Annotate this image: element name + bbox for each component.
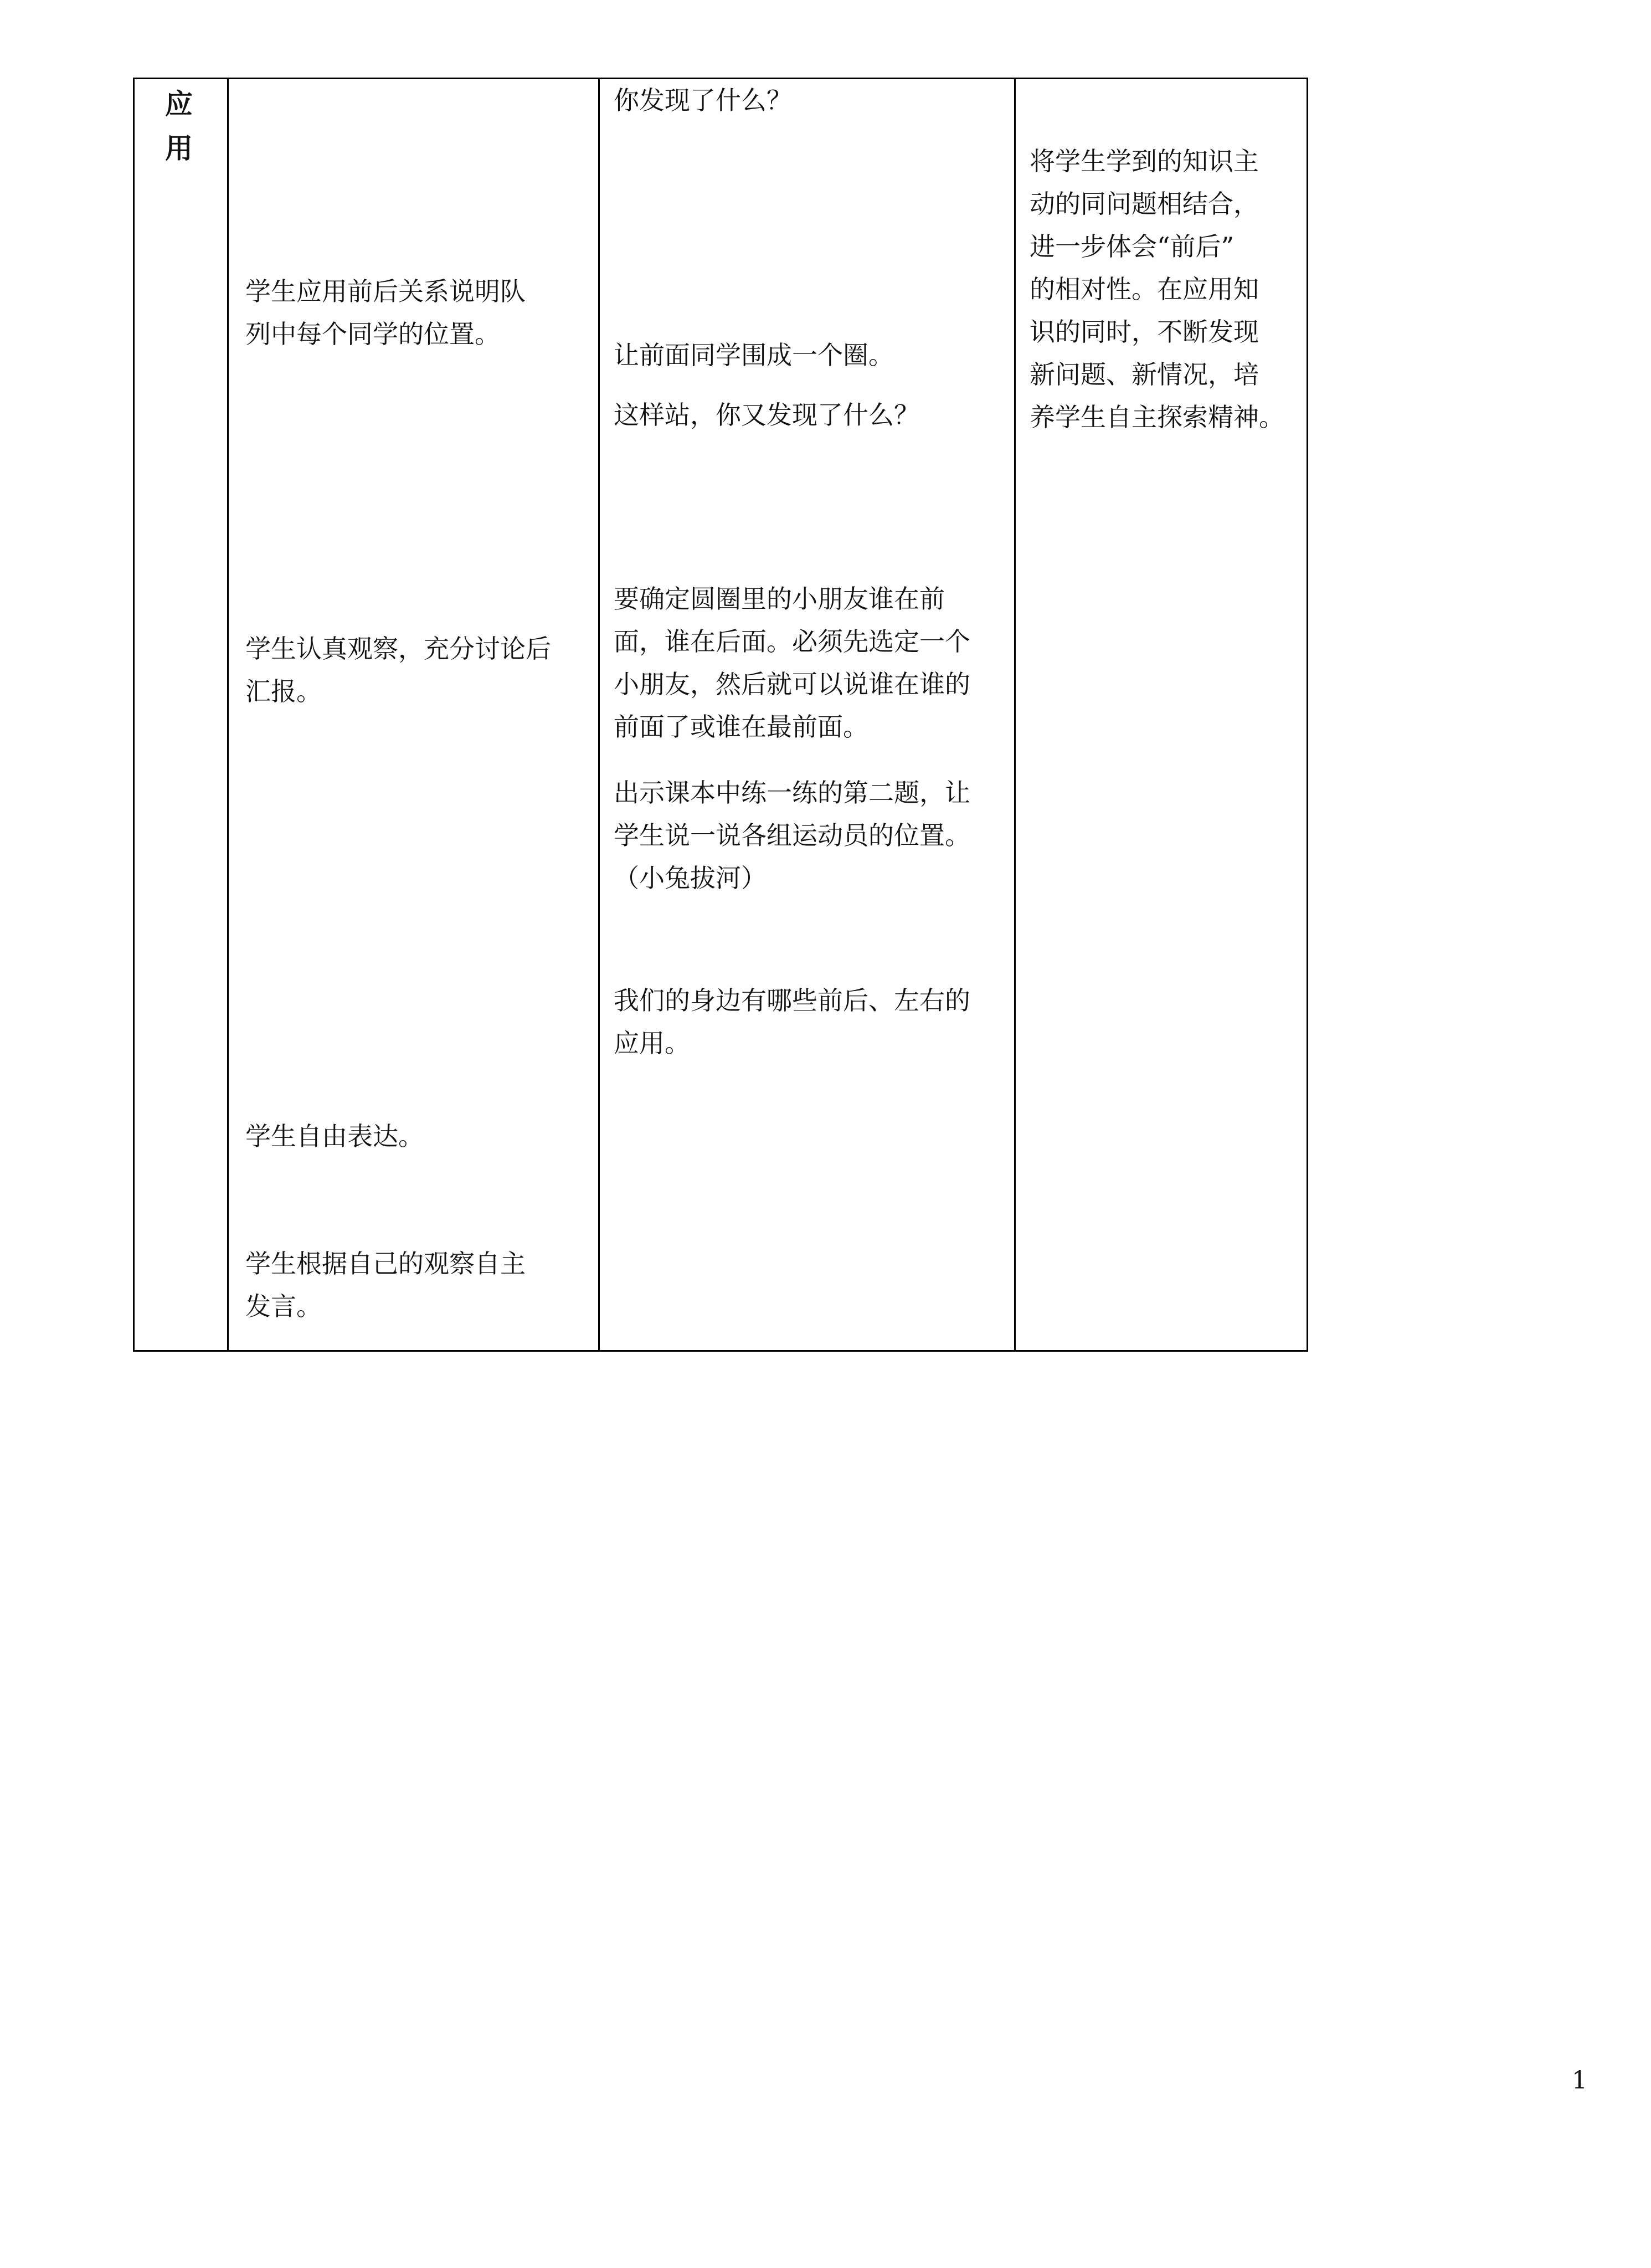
- teacher-line: （小兔拔河）: [614, 863, 767, 893]
- stage-label-char: 应: [165, 88, 193, 120]
- teacher-line: 出示课本中练一练的第二题，让: [614, 778, 970, 808]
- teacher-line: 这样站，你又发现了什么？: [614, 400, 919, 430]
- intent-line: 识的同时，不断发现: [1030, 317, 1259, 347]
- teacher-line: 应用。: [614, 1028, 690, 1058]
- activity-line: 发言。: [245, 1291, 322, 1321]
- teacher-line: 学生说一说各组运动员的位置。: [614, 820, 970, 850]
- teacher-line: 你发现了什么？: [614, 85, 792, 115]
- student-activity-cell: [229, 79, 598, 1350]
- lesson-table: [133, 78, 1308, 1352]
- intent-line: 的相对性。在应用知: [1030, 274, 1259, 304]
- stage-label-char: 用: [165, 132, 193, 165]
- intent-line: 将学生学到的知识主: [1030, 146, 1259, 176]
- intent-line: 养学生自主探索精神。: [1030, 402, 1284, 432]
- teacher-line: 前面了或谁在最前面。: [614, 712, 868, 742]
- teacher-line: 要确定圆圈里的小朋友谁在前: [614, 584, 945, 614]
- teacher-line: 面，谁在后面。必须先选定一个: [614, 627, 970, 656]
- intent-line: 进一步体会“前后”: [1030, 232, 1235, 261]
- activity-line: 列中每个同学的位置。: [245, 319, 500, 349]
- intent-line: 新问题、新情况，培: [1030, 360, 1259, 389]
- teacher-activity-cell: [600, 79, 1014, 1350]
- teacher-line: 让前面同学围成一个圈。: [614, 340, 894, 370]
- activity-line: 汇报。: [245, 676, 322, 706]
- teacher-line: 我们的身边有哪些前后、左右的: [614, 986, 970, 1015]
- activity-line: 学生应用前后关系说明队: [245, 276, 526, 306]
- activity-line: 学生根据自己的观察自主: [245, 1249, 526, 1279]
- teacher-line: 小朋友，然后就可以说谁在谁的: [614, 669, 970, 699]
- page-number: 1: [1572, 2066, 1587, 2095]
- activity-line: 学生自由表达。: [245, 1121, 424, 1151]
- stage-cell: [135, 79, 227, 1350]
- intent-line: 动的同问题相结合，: [1030, 189, 1259, 219]
- design-intent-cell: [1016, 79, 1308, 1350]
- activity-line: 学生认真观察，充分讨论后: [245, 634, 551, 664]
